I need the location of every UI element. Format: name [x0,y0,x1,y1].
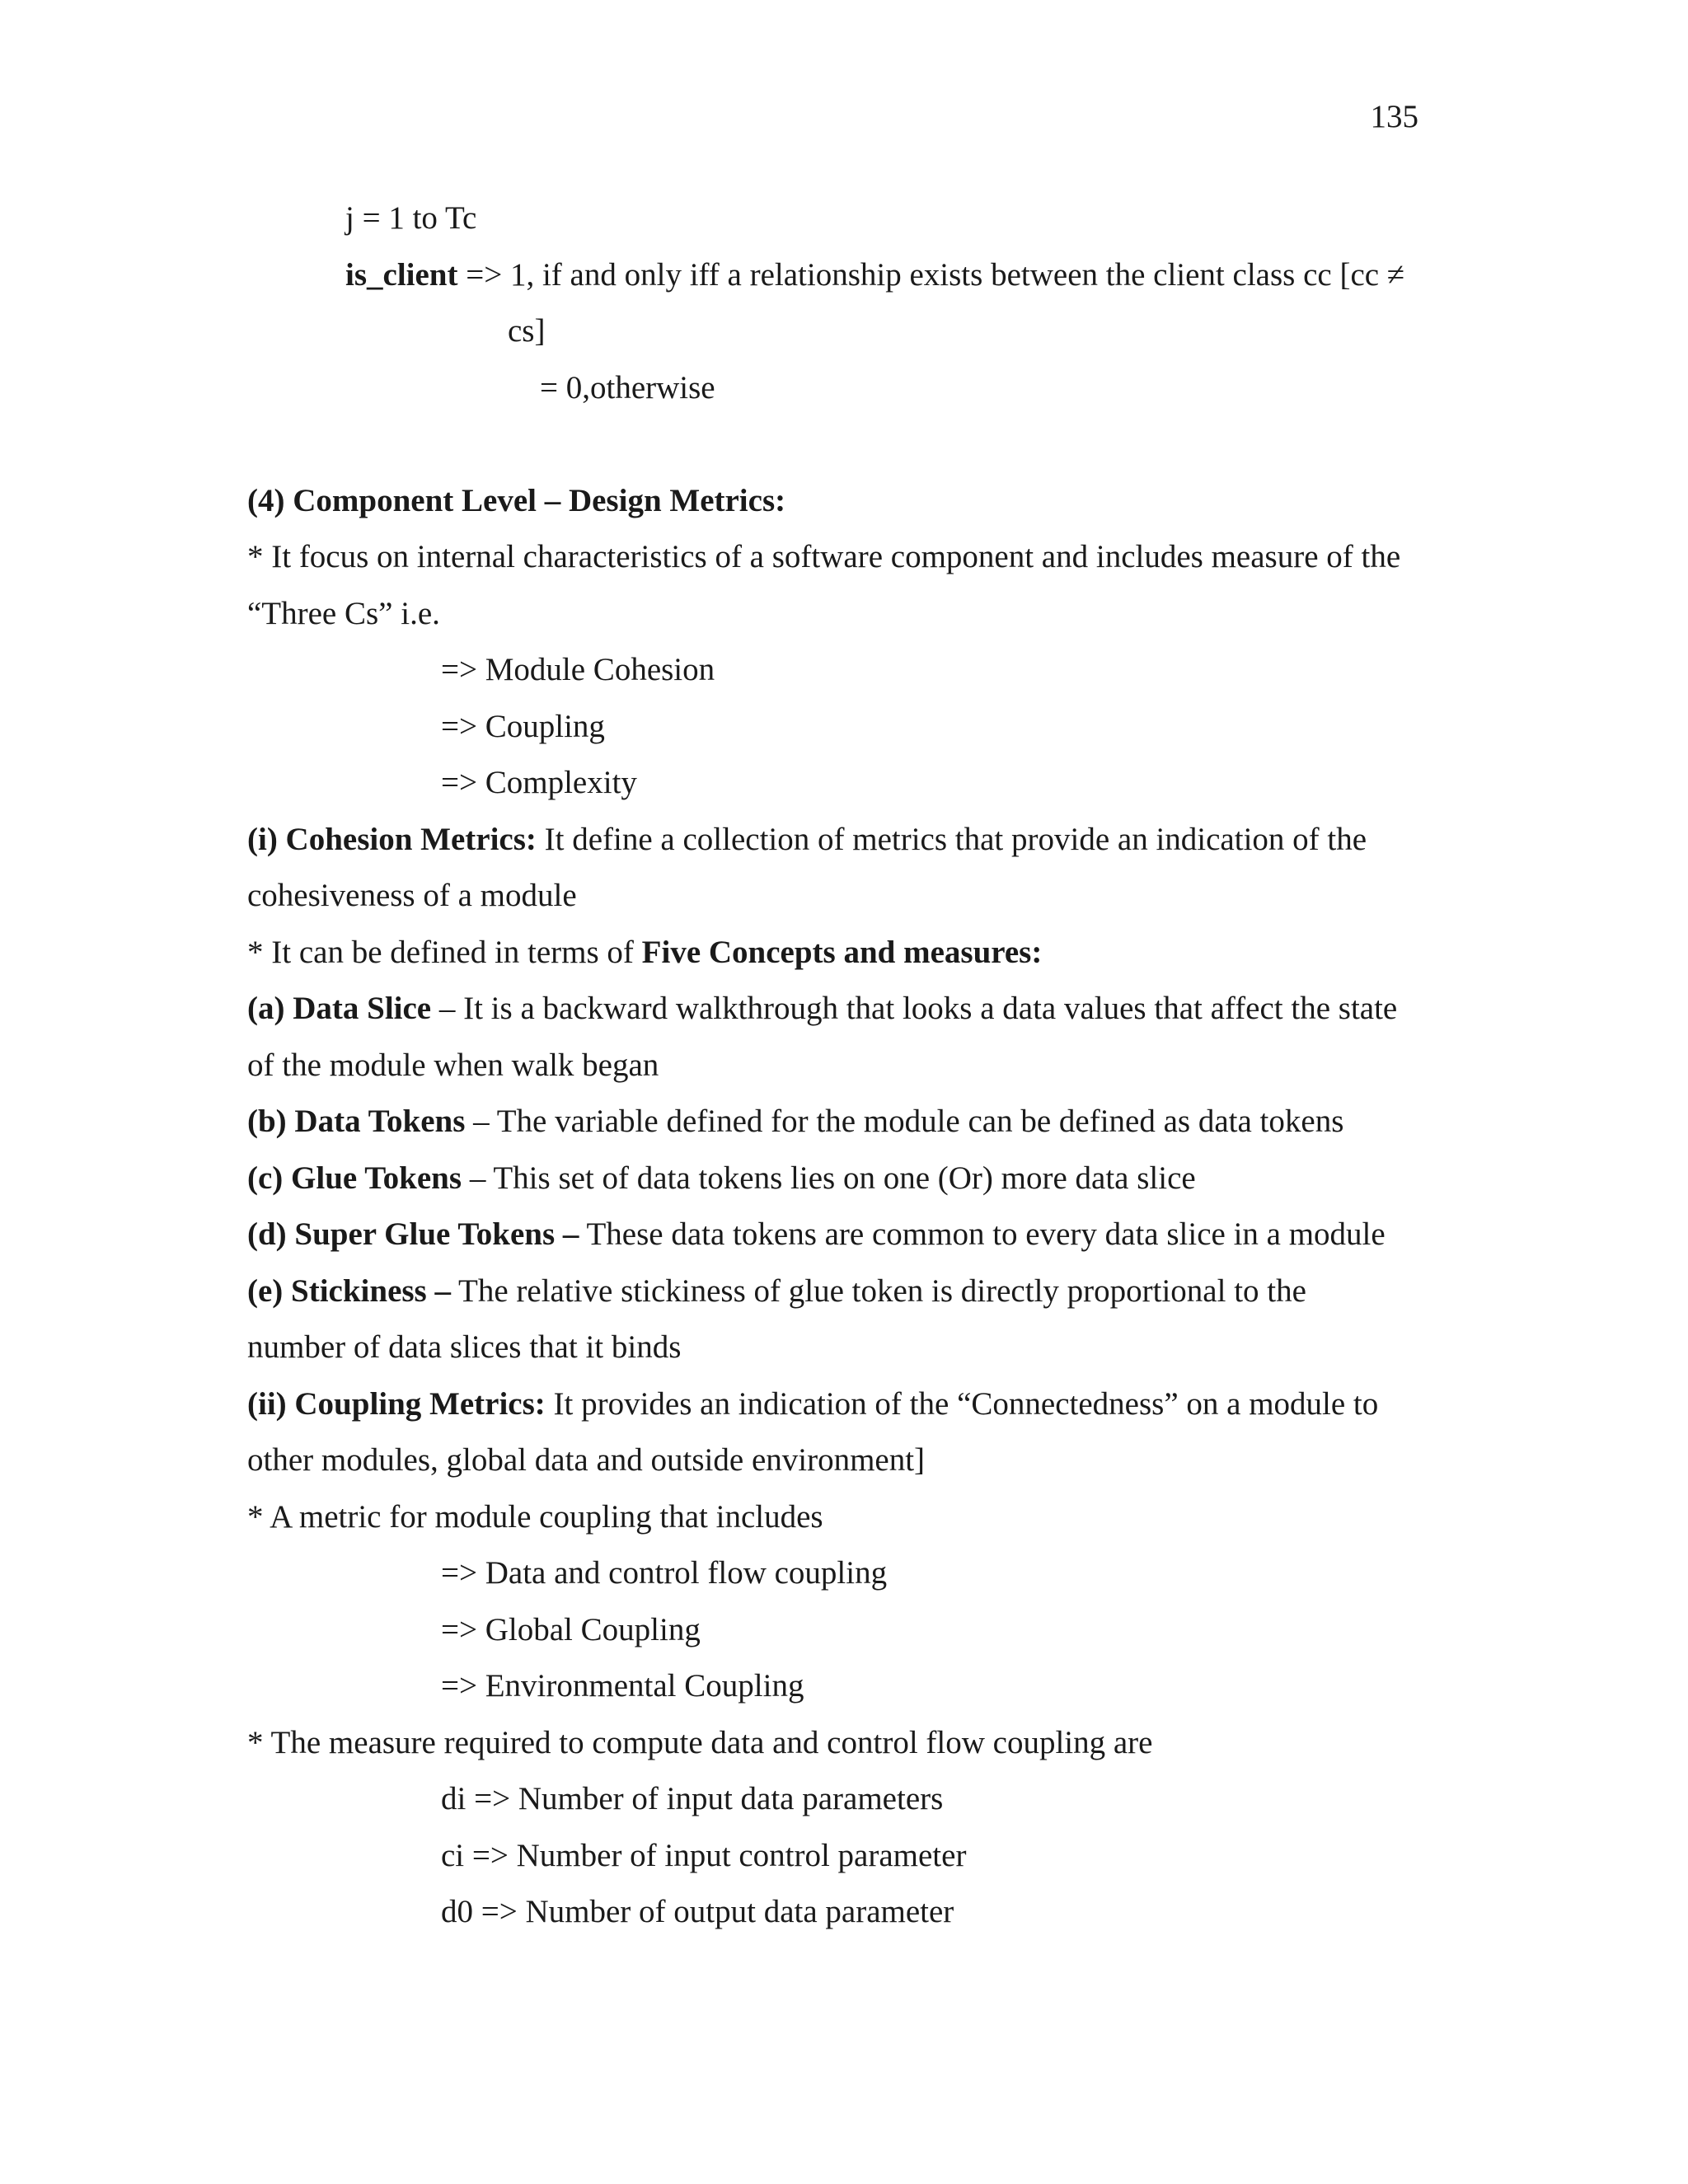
formula-otherwise: = 0,otherwise [540,369,715,405]
concepts-bold: Five Concepts and measures: [641,934,1043,970]
page-body [247,190,1419,1941]
stickiness-text: The relative stickiness of glue token is directly proportional to the [451,1272,1306,1309]
data-slice-line [247,981,1419,1038]
super-glue-tokens-line [247,1207,1419,1263]
is-client-term: is_client [345,256,458,293]
paragraph-line: * It focus on internal characteristics of a software component and includes measure of the [247,539,1401,574]
paragraph-line: cohesiveness of a module [247,878,577,913]
super-glue-tokens-term: (d) Super Glue Tokens – [247,1216,579,1252]
data-tokens-term: (b) Data Tokens [247,1104,466,1139]
coupling-term: (ii) Coupling Metrics: [247,1385,546,1422]
formula-continuation: cs] [508,313,546,349]
formula-is-client [247,247,1419,304]
paragraph-line: * A metric for module coupling that includes [247,1498,823,1535]
paragraph-line: * The measure required to compute data and control flow coupling are [247,1724,1153,1760]
data-slice-text: – It is a backward walkthrough that looks a data values that affect the state [431,991,1398,1026]
list-item: => Coupling [441,708,605,744]
list-item: d0 => Number of output data parameter [441,1894,954,1929]
data-tokens-line [247,1094,1419,1151]
paragraph-line: of the module when walk began [247,1047,659,1083]
glue-tokens-text: – This set of data tokens lies on one (Or) more data slice [462,1160,1196,1196]
stickiness-line [247,1263,1419,1320]
data-tokens-text: – The variable defined for the module can be defined as data tokens [465,1104,1344,1139]
section-heading-text: (4) Component Level – Design Metrics: [247,482,786,518]
section-heading [247,473,1419,530]
list-item: => Data and control flow coupling [441,1555,888,1591]
list-item: ci => Number of input control parameter [441,1837,967,1873]
list-item: => Complexity [441,765,637,800]
glue-tokens-line [247,1151,1419,1207]
is-client-definition: => 1, if and only iff a relationship exists between the client class cc [cc ≠ [457,256,1405,293]
concepts-line [247,925,1419,982]
list-item: => Global Coupling [441,1611,701,1647]
coupling-metrics-line [247,1376,1419,1433]
list-item: => Module Cohesion [441,652,715,687]
concepts-text: * It can be defined in terms of [247,934,642,970]
cohesion-text: It define a collection of metrics that provide an indication of the [536,821,1367,857]
formula-j-range: j = 1 to Tc [345,200,477,236]
data-slice-term: (a) Data Slice [247,991,432,1026]
super-glue-tokens-text: These data tokens are common to every data slice in a module [579,1216,1386,1252]
page-number: 135 [1370,99,1418,134]
coupling-text: It provides an indication of the “Connectedness” on a module to [545,1385,1379,1422]
list-item: di => Number of input data parameters [441,1781,944,1816]
paragraph-line: number of data slices that it binds [247,1329,682,1365]
cohesion-metrics-line [247,812,1419,869]
list-item: => Environmental Coupling [441,1668,804,1704]
blank-line [247,416,1419,473]
stickiness-term: (e) Stickiness – [247,1272,451,1309]
paragraph-line: “Three Cs” i.e. [247,595,440,631]
glue-tokens-term: (c) Glue Tokens [247,1160,462,1196]
paragraph-line: other modules, global data and outside environment] [247,1442,926,1478]
cohesion-term: (i) Cohesion Metrics: [247,821,537,857]
